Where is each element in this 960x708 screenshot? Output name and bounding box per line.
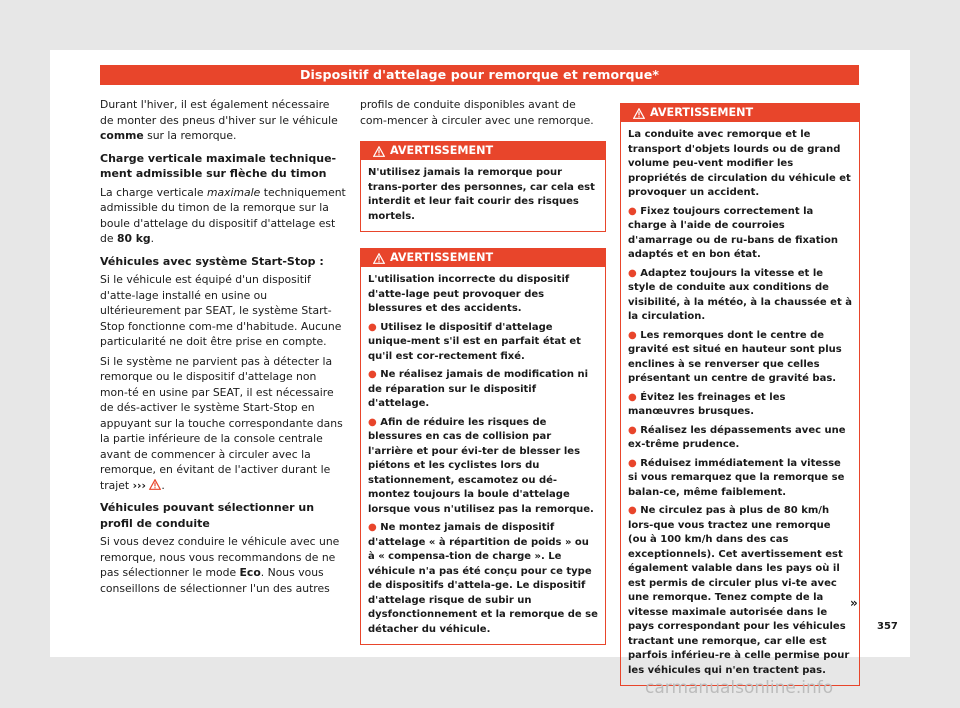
- warning-bullet: ● Ne montez jamais de dispositif d'attelage « à répartition de poids » ou à « compensa-tion de charge ». Le véhicule n'a pas été conçu pour ce type de dispositifs d'attela-ge. Le dispositif d'attelage risque de subir un dysfonctionnement et la remorque de se détacher du véhicule.: [368, 522, 598, 635]
- column-left: [100, 97, 346, 596]
- bullet-icon: ●: [368, 369, 377, 380]
- warning-bullet: ● Utilisez le dispositif d'attelage unique-ment s'il est en parfait état et qu'il est cor-rectement fixé.: [368, 321, 581, 362]
- column-middle: [360, 97, 606, 645]
- heading-vertical-load: Charge verticale maximale technique-ment admissible sur flèche du timon: [100, 151, 337, 180]
- manual-page: [50, 50, 910, 676]
- warning-triangle-icon: [373, 146, 385, 157]
- driving-profile-paragraph: Si vous devez conduire le véhicule avec une remorque, nous vous recommandons de ne pas sélectionner le mode Eco. Nous vous conseillons de sélectionner l'un des autres: [100, 535, 340, 595]
- warning-text: N'utilisez jamais la remorque pour trans-porter des personnes, car cela est interdit et leur fait courir des risques mortels.: [368, 167, 595, 222]
- warning-header: AVERTISSEMENT: [361, 142, 605, 160]
- warning-box-driving-with-trailer: [620, 103, 860, 686]
- bullet-icon: ●: [368, 416, 377, 428]
- warning-box-persons: [360, 141, 606, 232]
- warning-header: AVERTISSEMENT: [361, 249, 605, 267]
- start-stop-paragraph-1: Si le véhicule est équipé d'un dispositif d'atte-lage installé en usine ou ultérieurement par SEAT, le système Start-Stop fonctionne com-me d'habitude. Aucune particularité ne doit être prise en compte.: [100, 273, 342, 348]
- column-right: [620, 97, 860, 686]
- vertical-load-paragraph: La charge verticale maximale techniquement admissible du timon de la remorque sur la boule d'attelage du dispositif d'attelage est de 80 kg.: [100, 185, 346, 245]
- warning-bullet: ● Afin de réduire les risques de blessures en cas de collision par l'arrière et pour évi-ter de blesser les piétons et les cyclistes lors du stationnement, escamotez ou dé-montez toujours la boule d'attelage lorsque vous n'utilisez pas la remorque.: [368, 416, 594, 515]
- warning-box-towbar-misuse: [360, 248, 606, 645]
- winter-tyres-paragraph: Durant l'hiver, il est également nécessaire de monter des pneus d'hiver sur le véhicule comme sur la remorque.: [100, 98, 338, 142]
- warning-bullet: ● Réduisez immédiatement la vitesse si vous remarquez que la remorque se balan-ce, même faiblement.: [628, 457, 845, 498]
- bullet-icon: ●: [628, 424, 637, 436]
- warning-triangle-icon: [149, 479, 161, 490]
- bullet-icon: ●: [368, 321, 377, 333]
- watermark: carmanualsonline.info: [645, 678, 834, 698]
- warning-bullet: ● Ne circulez pas à plus de 80 km/h lors-que vous tractez une remorque (ou à 100 km/h dans des cas exceptionnels). Cet avertissement est également valable dans les pays où il est permis de circuler plus vi-te avec une remorque. Tenez compte de la vitesse maximale autorisée dans le pays correspondant pour les véhicules tractant une remorque, car elle est parfois inférieu-re à celle permise pour les véhicules qui n'en tractent pas.: [628, 505, 850, 676]
- page-number: 357: [877, 621, 898, 632]
- warning-bullet: ● Adaptez toujours la vitesse et le style de conduite aux conditions de visibilité, à la météo, à la chaussée et à la circulation.: [628, 267, 852, 322]
- warning-bullet: ● Évitez les freinages et les manœuvres brusques.: [628, 391, 786, 417]
- warning-bullet: ● Les remorques dont le centre de gravité est situé en hauteur sont plus enclines à se renverser que celles présentant un centre de gravité bas.: [628, 329, 842, 384]
- bullet-icon: ●: [628, 457, 637, 469]
- continue-arrow: »: [850, 596, 858, 610]
- warning-bullet: ● Ne réalisez jamais de modification ni de réparation sur le dispositif d'attelage.: [368, 369, 589, 409]
- bullet-icon: ●: [368, 522, 377, 533]
- bullet-icon: ●: [628, 267, 637, 279]
- bullet-icon: ●: [628, 391, 637, 403]
- heading-driving-profile: Véhicules pouvant sélectionner un profil de conduite: [100, 501, 315, 530]
- bullet-icon: ●: [628, 505, 637, 516]
- warning-intro: L'utilisation incorrecte du dispositif d'atte-lage peut provoquer des blessures et des accidents.: [368, 274, 570, 314]
- bullet-icon: ●: [628, 205, 637, 217]
- page-title: Dispositif d'attelage pour remorque et remorque*: [100, 65, 859, 85]
- warning-bullet: ● Fixez toujours correctement la charge à l'aide de courroies d'amarrage ou de ru-bans de fixation adaptés et en bon état.: [628, 205, 838, 260]
- heading-start-stop: Véhicules avec système Start-Stop :: [100, 254, 324, 268]
- driving-profile-continuation: profils de conduite disponibles avant de com-mencer à circuler avec une remorque.: [360, 98, 594, 127]
- warning-intro: La conduite avec remorque et le transport d'objets lourds ou de grand volume peu-vent modifier les propriétés de circulation du véhicule et provoquer un accident.: [628, 129, 851, 198]
- start-stop-paragraph-2: Si le système ne parvient pas à détecter la remorque ou le dispositif d'attelage non mon-té en usine par SEAT, il est nécessaire de dés-activer le système Start-Stop en appuyant sur la touche correspondante dans la partie inférieure de la console centrale avant de commencer à circuler avec la remorque, en évitant de l'activer durant le trajet ››› .: [100, 354, 343, 492]
- warning-bullet: ● Réalisez les dépassements avec une ex-trême prudence.: [628, 424, 846, 450]
- warning-triangle-icon: [373, 253, 385, 264]
- warning-triangle-icon: [633, 108, 645, 119]
- bullet-icon: ●: [628, 329, 637, 341]
- cross-reference-arrows[interactable]: ›››: [132, 478, 146, 492]
- warning-header: AVERTISSEMENT: [621, 104, 859, 122]
